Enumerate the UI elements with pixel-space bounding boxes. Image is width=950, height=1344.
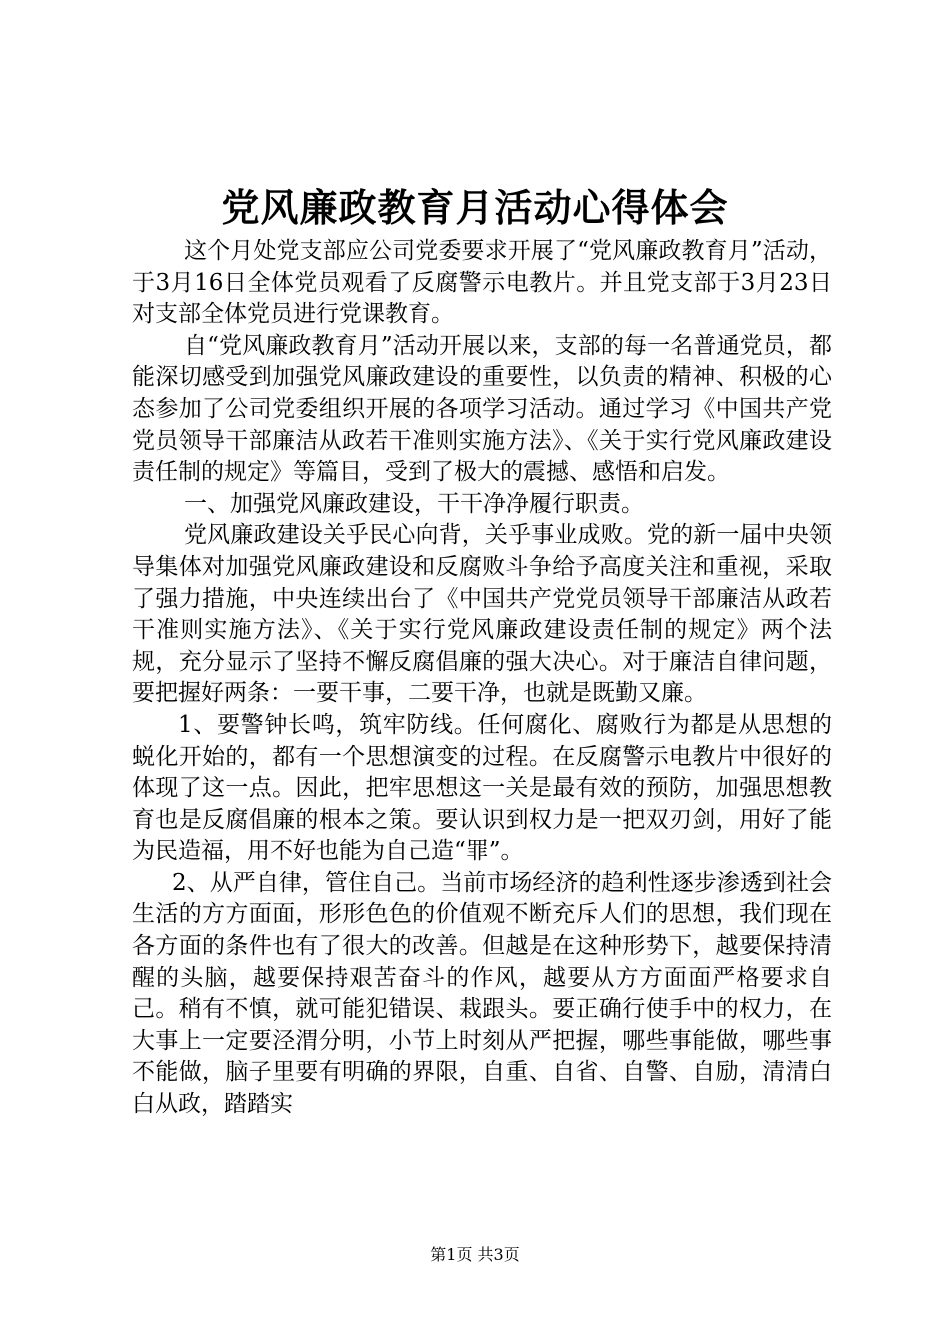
paragraph: 党风廉政建设关乎民心向背，关乎事业成败。党的新一届中央领导集体对加强党风廉政建设和反腐败斗争给予高度关注和重视，采取了强力措施，中央连续出台了《中国共产党党员领导干部廉洁从政若干准则实施方法》、《关于实行党风廉政建设责任制的规定》两个法规，充分显示了坚持不懈反腐倡廉的强大决心。对于廉洁自律问题，要把握好两条：一要干事，二要干净，也就是既勤又廉。 — [132, 522, 832, 707]
paragraph: 1、要警钟长鸣，筑牢防线。任何腐化、腐败行为都是从思想的蜕化开始的，都有一个思想演变的过程。在反腐警示电教片中很好的体现了这一点。因此，把牢思想这一关是最有效的预防，加强思想教育也是反腐倡廉的根本之策。要认识到权力是一把双刃剑，用好了能为民造福，用不好也能为自己造“罪”。 — [132, 711, 832, 865]
paragraph: 自“党风廉政教育月”活动开展以来，支部的每一名普通党员，都能深切感受到加强党风廉政建设的重要性，以负责的精神、积极的心态参加了公司党委组织开展的各项学习活动。通过学习《中国共产党党员领导干部廉洁从政若干准则实施方法》、《关于实行党风廉政建设责任制的规定》等篇目，受到了极大的震撼、感悟和启发。 — [132, 332, 832, 486]
section-heading: 一、加强党风廉政建设，干干净净履行职责。 — [184, 490, 644, 517]
paragraph: 这个月处党支部应公司党委要求开展了“党风廉政教育月”活动，于3月16日全体党员观看了反腐警示电教片。并且党支部于3月23日对支部全体党员进行党课教育。 — [132, 238, 832, 328]
document-title: 党风廉政教育月活动心得体会 — [221, 186, 729, 230]
page-number: 第1页 共3页 — [430, 1245, 520, 1264]
paragraph: 2、从严自律，管住自己。当前市场经济的趋利性逐步渗透到社会生活的方方面面，形形色色的价值观不断充斥人们的思想，我们现在各方面的条件也有了很大的改善。但越是在这种形势下，越要保持清醒的头脑，越要保持艰苦奋斗的作风，越要从方方面面严格要求自己。稍有不慎，就可能犯错误、栽跟头。要正确行使手中的权力，在大事上一定要泾渭分明，小节上时刻从严把握，哪些事能做，哪些事不能做，脑子里要有明确的界限，自重、自省、自警、自励，清清白白从政，踏踏实 — [132, 869, 832, 1118]
document-body — [132, 236, 832, 1121]
